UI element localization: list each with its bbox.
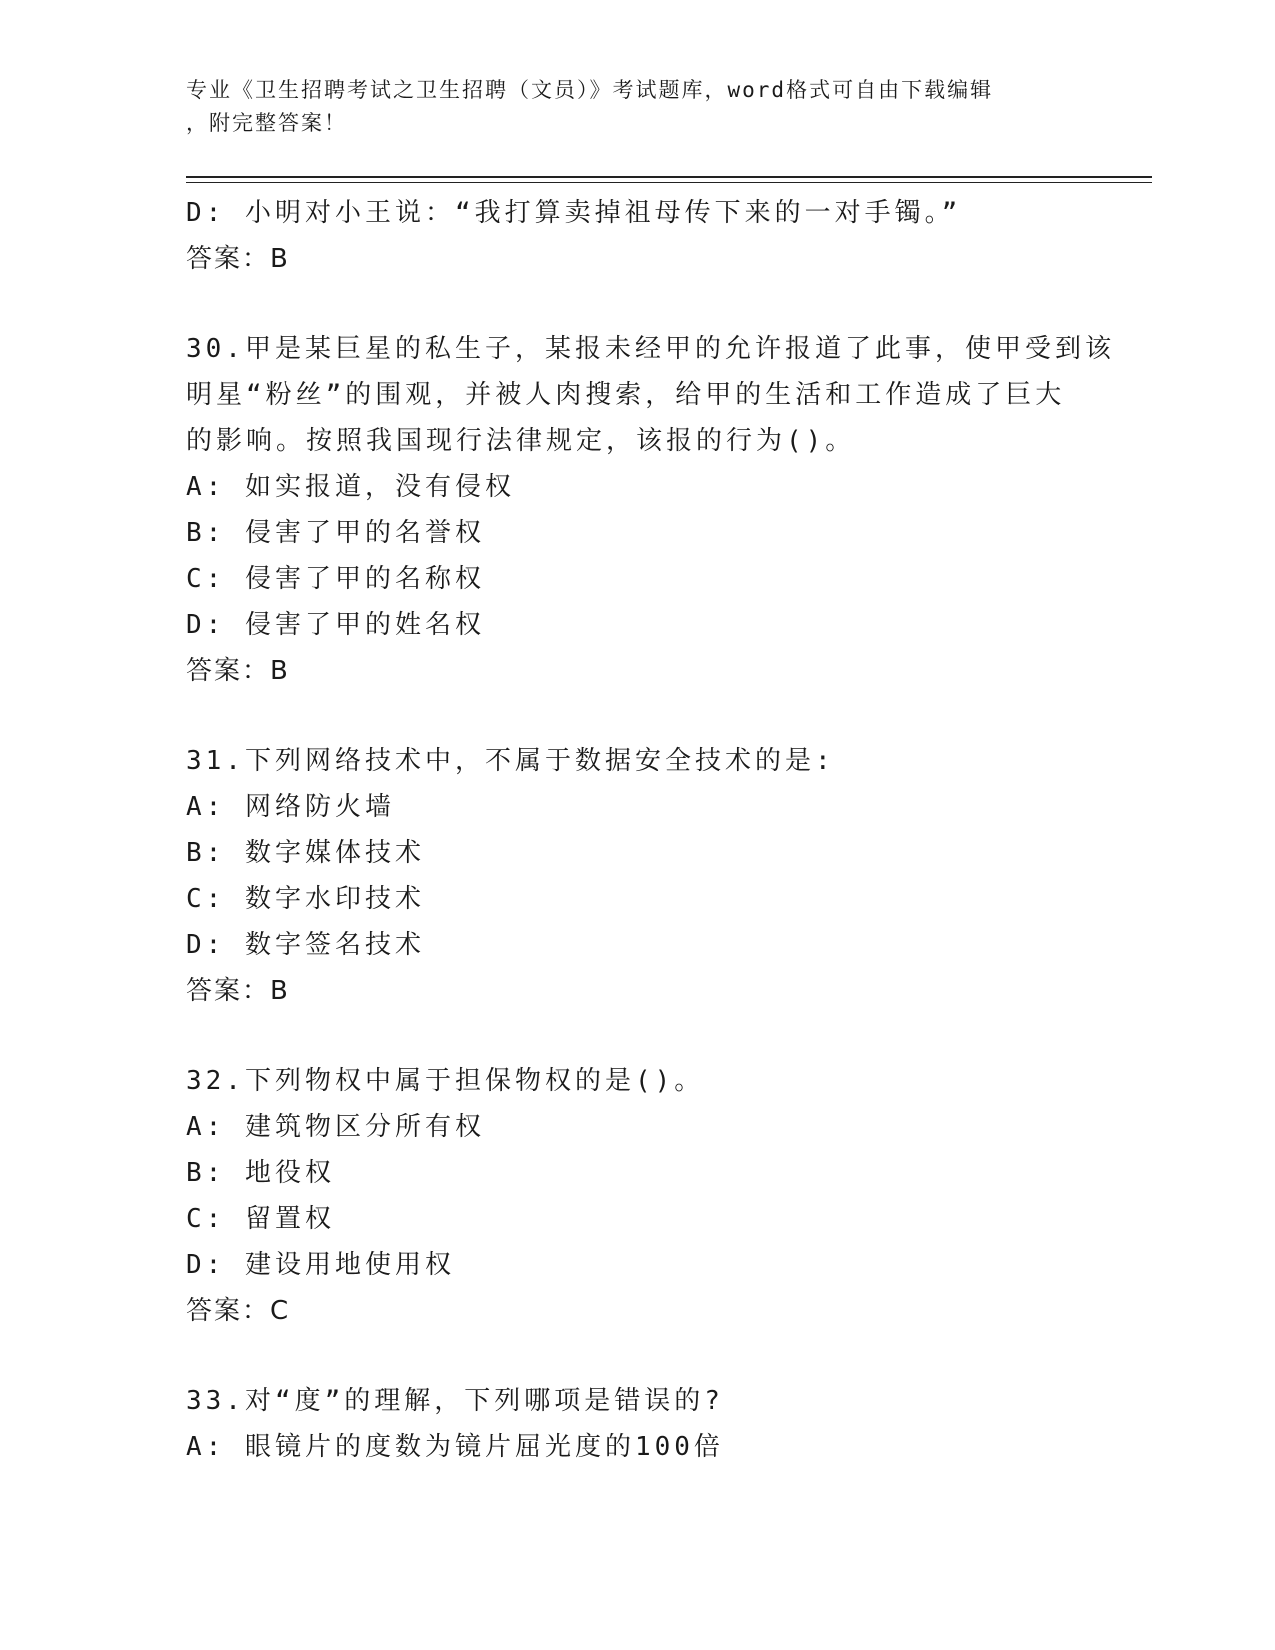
question-stem: 32.下列物权中属于担保物权的是()。 (186, 1066, 705, 1096)
answer-line: 答案：B (186, 976, 290, 1006)
question-list (186, 190, 1115, 1470)
option-a: A: 如实报道，没有侵权 (186, 472, 515, 502)
option-a: A: 网络防火墙 (186, 792, 395, 822)
question-stem: 30.甲是某巨星的私生子，某报未经甲的允许报道了此事，使甲受到该 (186, 334, 1115, 364)
question-30 (186, 326, 1115, 694)
header-rule-thin (186, 182, 1152, 183)
answer-line: 答案：B (186, 244, 290, 274)
option-c: C: 留置权 (186, 1204, 335, 1234)
question-stem: 33.对“度”的理解，下列哪项是错误的? (186, 1386, 724, 1416)
option-d: D: 小明对小王说：“我打算卖掉祖母传下来的一对手镯。” (186, 198, 962, 228)
question-33 (186, 1378, 1086, 1470)
question-31 (186, 738, 1086, 1014)
header-line-1: 专业《卫生招聘考试之卫生招聘（文员）》考试题库，word格式可自由下载编辑 (186, 78, 994, 102)
question-stem: 明星“粉丝”的围观，并被人肉搜索，给甲的生活和工作造成了巨大 (186, 380, 1066, 410)
answer-line: 答案：B (186, 656, 290, 686)
question-stem: 的影响。按照我国现行法律规定，该报的行为()。 (186, 426, 856, 456)
option-c: C: 侵害了甲的名称权 (186, 564, 485, 594)
header-rule-thick (186, 176, 1152, 178)
option-c: C: 数字水印技术 (186, 884, 425, 914)
option-d: D: 建设用地使用权 (186, 1250, 455, 1280)
question-stem: 31.下列网络技术中，不属于数据安全技术的是: (186, 746, 835, 776)
option-a: A: 建筑物区分所有权 (186, 1112, 485, 1142)
option-b: B: 数字媒体技术 (186, 838, 425, 868)
question-32 (186, 1058, 1086, 1334)
header-line-2: ，附完整答案！ (186, 111, 347, 135)
option-b: B: 侵害了甲的名誉权 (186, 518, 485, 548)
option-a: A: 眼镜片的度数为镜片屈光度的100倍 (186, 1432, 724, 1462)
document-header (186, 74, 1086, 140)
option-d: D: 侵害了甲的姓名权 (186, 610, 485, 640)
option-b: B: 地役权 (186, 1158, 335, 1188)
answer-line: 答案：C (186, 1296, 291, 1326)
option-d: D: 数字签名技术 (186, 930, 425, 960)
